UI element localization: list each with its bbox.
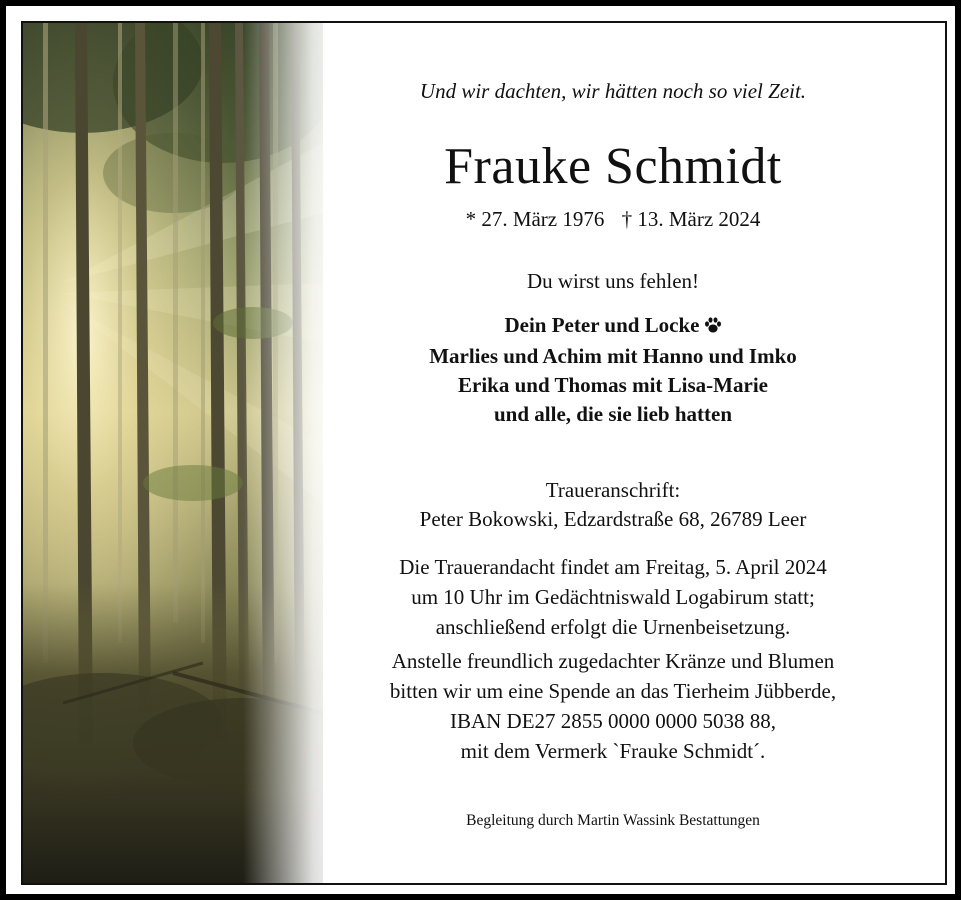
photo-fade — [243, 23, 323, 883]
undertaker-credit: Begleitung durch Martin Wassink Bestattungen — [466, 812, 760, 829]
donation-line: Anstelle freundlich zugedachter Kränze und Blumen — [391, 649, 835, 673]
notice-text — [333, 23, 893, 883]
mourner-line: Marlies und Achim mit Hanno und Imko — [429, 344, 797, 368]
donation-line: mit dem Vermerk `Frauke Schmidt´. — [460, 739, 766, 763]
mourning-address — [333, 476, 893, 534]
mourner-line: Erika und Thomas mit Lisa-Marie — [458, 373, 768, 397]
service-info — [333, 552, 893, 642]
notice-inner-frame — [21, 21, 947, 885]
opening-quote: Und wir dachten, wir hätten noch so viel Zeit. — [419, 79, 807, 103]
birth-date: * 27. März 1976 — [465, 207, 605, 231]
donation-line: bitten wir um eine Spende an das Tierheim Jübberde, — [389, 679, 837, 703]
donation-line: IBAN DE27 2855 0000 0000 5038 88, — [449, 709, 777, 733]
service-line: anschließend erfolgt die Urnenbeisetzung. — [435, 615, 791, 639]
life-dates — [333, 207, 893, 232]
mourner-line: und alle, die sie lieb hatten — [493, 402, 733, 426]
address-label: Traueranschrift: — [545, 478, 681, 502]
service-line: Die Trauerandacht findet am Freitag, 5. April 2024 — [399, 555, 827, 579]
address-value: Peter Bokowski, Edzardstraße 68, 26789 Leer — [419, 507, 807, 531]
death-date: † 13. März 2024 — [621, 207, 761, 231]
mourners-list — [333, 311, 893, 429]
donation-info — [333, 646, 893, 766]
service-line: um 10 Uhr im Gedächtniswald Logabirum statt; — [411, 585, 815, 609]
deceased-name: Frauke Schmidt — [444, 138, 782, 195]
farewell-text: Du wirst uns fehlen! — [526, 269, 700, 293]
forest-photo — [23, 23, 323, 883]
mourner-line: Dein Peter und Locke — [333, 311, 893, 342]
paw-icon — [704, 313, 722, 342]
